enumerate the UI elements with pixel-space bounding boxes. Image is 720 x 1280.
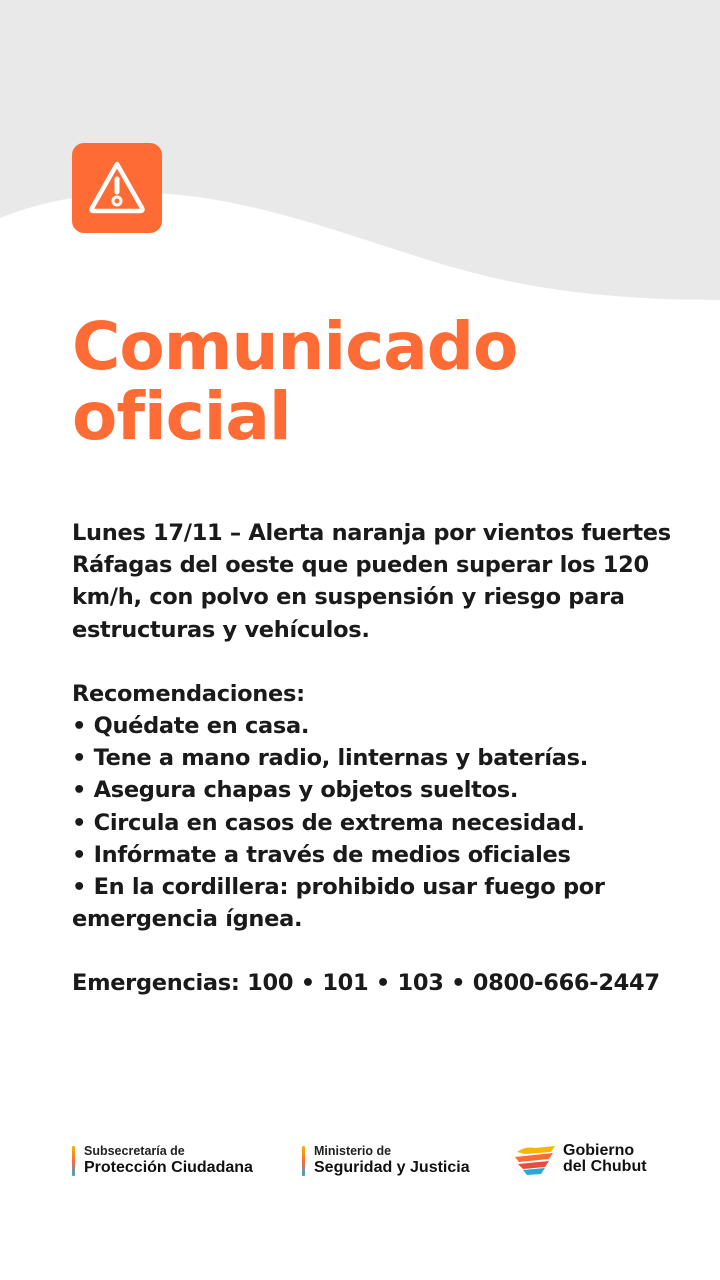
gov-name <box>563 1143 647 1175</box>
alert-line-1: Lunes 17/11 – Alerta naranja por vientos fuertes <box>72 520 671 546</box>
footer-logos <box>72 1140 652 1180</box>
list-item: • Circula en casos de extrema necesidad. <box>72 809 585 836</box>
recommendations-heading: Recomendaciones: <box>72 680 305 707</box>
list-item: • Tene a mano radio, linternas y baterías. <box>72 745 588 772</box>
title-line-2: oficial <box>72 378 291 455</box>
agency-color-bar <box>72 1146 75 1176</box>
alert-line-2: Ráfagas del oeste que pueden superar los 120 <box>72 552 649 579</box>
announcement-body <box>72 517 682 1000</box>
agency-seguridad-justicia <box>302 1144 470 1178</box>
list-item: • Asegura chapas y objetos sueltos. <box>72 777 519 804</box>
page-title <box>72 308 672 455</box>
alert-badge <box>72 143 162 233</box>
gov-name-line-1: Gobierno <box>563 1142 635 1159</box>
title-line-1: Comunicado <box>72 308 518 385</box>
agency-name: Seguridad y Justicia <box>314 1159 470 1176</box>
list-item: • Quédate en casa. <box>72 713 310 740</box>
agency-proteccion-ciudadana <box>72 1144 253 1178</box>
spacer <box>72 935 682 967</box>
list-item: emergencia ígnea. <box>72 906 303 933</box>
gobierno-chubut-logo <box>515 1142 655 1178</box>
spacer <box>72 646 682 678</box>
gov-name-line-2: del Chubut <box>563 1158 647 1175</box>
agency-small-label: Ministerio de <box>314 1144 392 1158</box>
warning-triangle-icon <box>86 157 148 219</box>
agency-color-bar <box>302 1146 305 1176</box>
alert-paragraph <box>72 517 682 646</box>
recommendations-list <box>72 678 682 936</box>
emergency-numbers <box>72 967 682 999</box>
list-item: • Infórmate a través de medios oficiales <box>72 841 571 868</box>
list-item: • En la cordillera: prohibido usar fuego por <box>72 874 605 901</box>
alert-line-4: estructuras y vehículos. <box>72 616 370 643</box>
agency-small-label: Subsecretaría de <box>84 1144 185 1158</box>
chubut-logo-icon <box>515 1144 559 1176</box>
alert-line-3: km/h, con polvo en suspensión y riesgo para <box>72 584 625 611</box>
agency-name: Protección Ciudadana <box>84 1159 253 1176</box>
emergency-line: Emergencias: 100 • 101 • 103 • 0800-666-2447 <box>72 970 660 997</box>
